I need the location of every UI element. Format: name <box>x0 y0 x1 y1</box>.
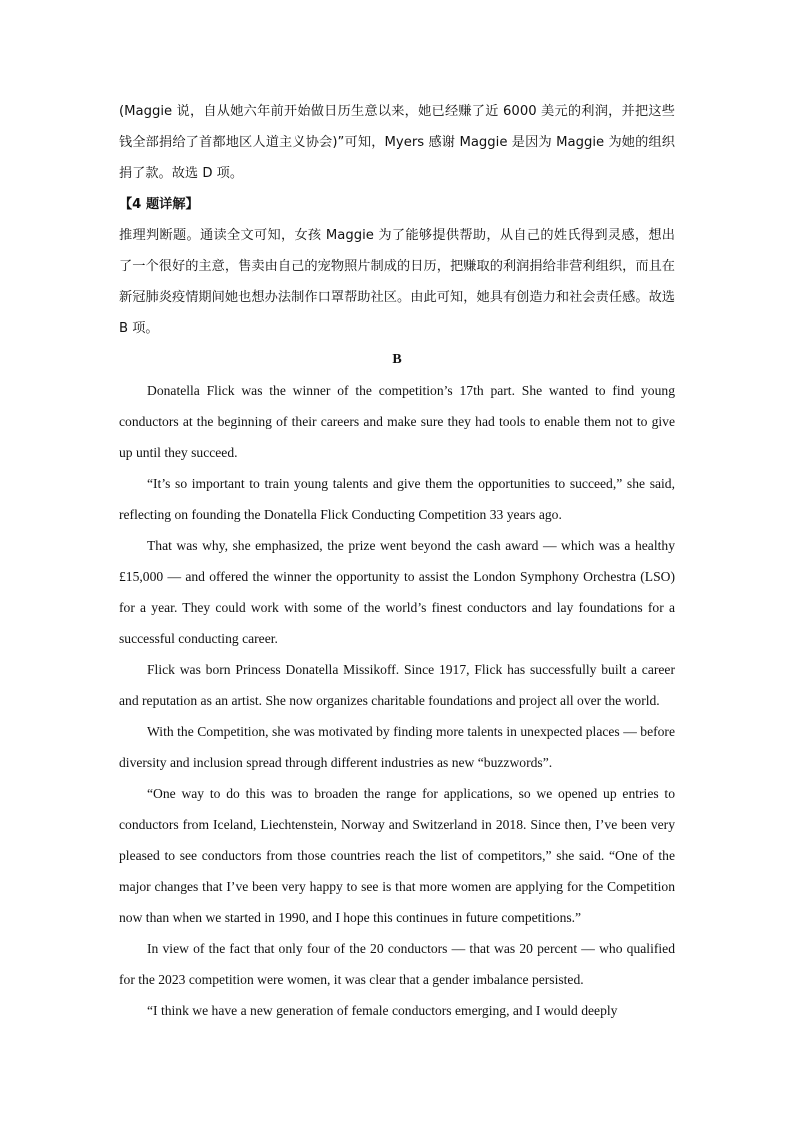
explanation-paragraph-q4: 推理判断题。通读全文可知，女孩 Maggie 为了能够提供帮助，从自己的姓氏得到灵感，想出了一个很好的主意，售卖由自己的宠物照片制成的日历，把赚取的利润捐给非营利组织，而且在新冠肺炎疫情期间她也想办法制作口罩帮助社区。由此可知，她具有创造力和社会责任感。故选 B 项。 <box>119 228 675 336</box>
page-content <box>119 96 675 1026</box>
explanation-paragraph-q3: (Maggie 说，自从她六年前开始做日历生意以来，她已经赚了近 6000 美元的利润，并把这些钱全部捐给了首都地区人道主义协会)”可知，Myers 感谢 Maggie 是因为 Maggie 为她的组织捐了款。故选 D 项。 <box>119 104 675 181</box>
question-4-heading: 【4 题详解】 <box>119 197 199 212</box>
passage-paragraph: Flick was born Princess Donatella Missikoff. Since 1917, Flick has successfully built a career and reputation as an artist. She now organizes charitable foundations and project all over the world. <box>119 662 675 708</box>
passage-paragraph: “It’s so important to train young talents and give them the opportunities to succeed,” she said, reflecting on founding the Donatella Flick Conducting Competition 33 years ago. <box>119 476 675 522</box>
passage-paragraph: “I think we have a new generation of female conductors emerging, and I would deeply <box>147 1003 618 1018</box>
passage-paragraph: That was why, she emphasized, the prize went beyond the cash award — which was a healthy £15,000 — and offered the winner the opportunity to assist the London Symphony Orchestra (LSO) for a year. They could work with some of the world’s finest conductors and lay foundations for a successful conducting career. <box>119 538 675 646</box>
section-label: B <box>392 352 402 367</box>
passage-paragraph: “One way to do this was to broaden the range for applications, so we opened up entries to conductors from Iceland, Liechtenstein, Norway and Switzerland in 2018. Since then, I’ve been very pleased to see conductors from those countries reach the list of competitors,” she said. “One of the major changes that I’ve been very happy to see is that more women are applying for the Competition now than when we started in 1990, and I hope this continues in future competitions.” <box>119 786 675 925</box>
passage-paragraph: Donatella Flick was the winner of the competition’s 17th part. She wanted to find young conductors at the beginning of their careers and make sure they had tools to enable them not to give up until they succeed. <box>119 383 675 460</box>
passage-paragraph: With the Competition, she was motivated by finding more talents in unexpected places — before diversity and inclusion spread through different industries as new “buzzwords”. <box>119 724 675 770</box>
passage-paragraph: In view of the fact that only four of the 20 conductors — that was 20 percent — who qualified for the 2023 competition were women, it was clear that a gender imbalance persisted. <box>119 941 675 987</box>
